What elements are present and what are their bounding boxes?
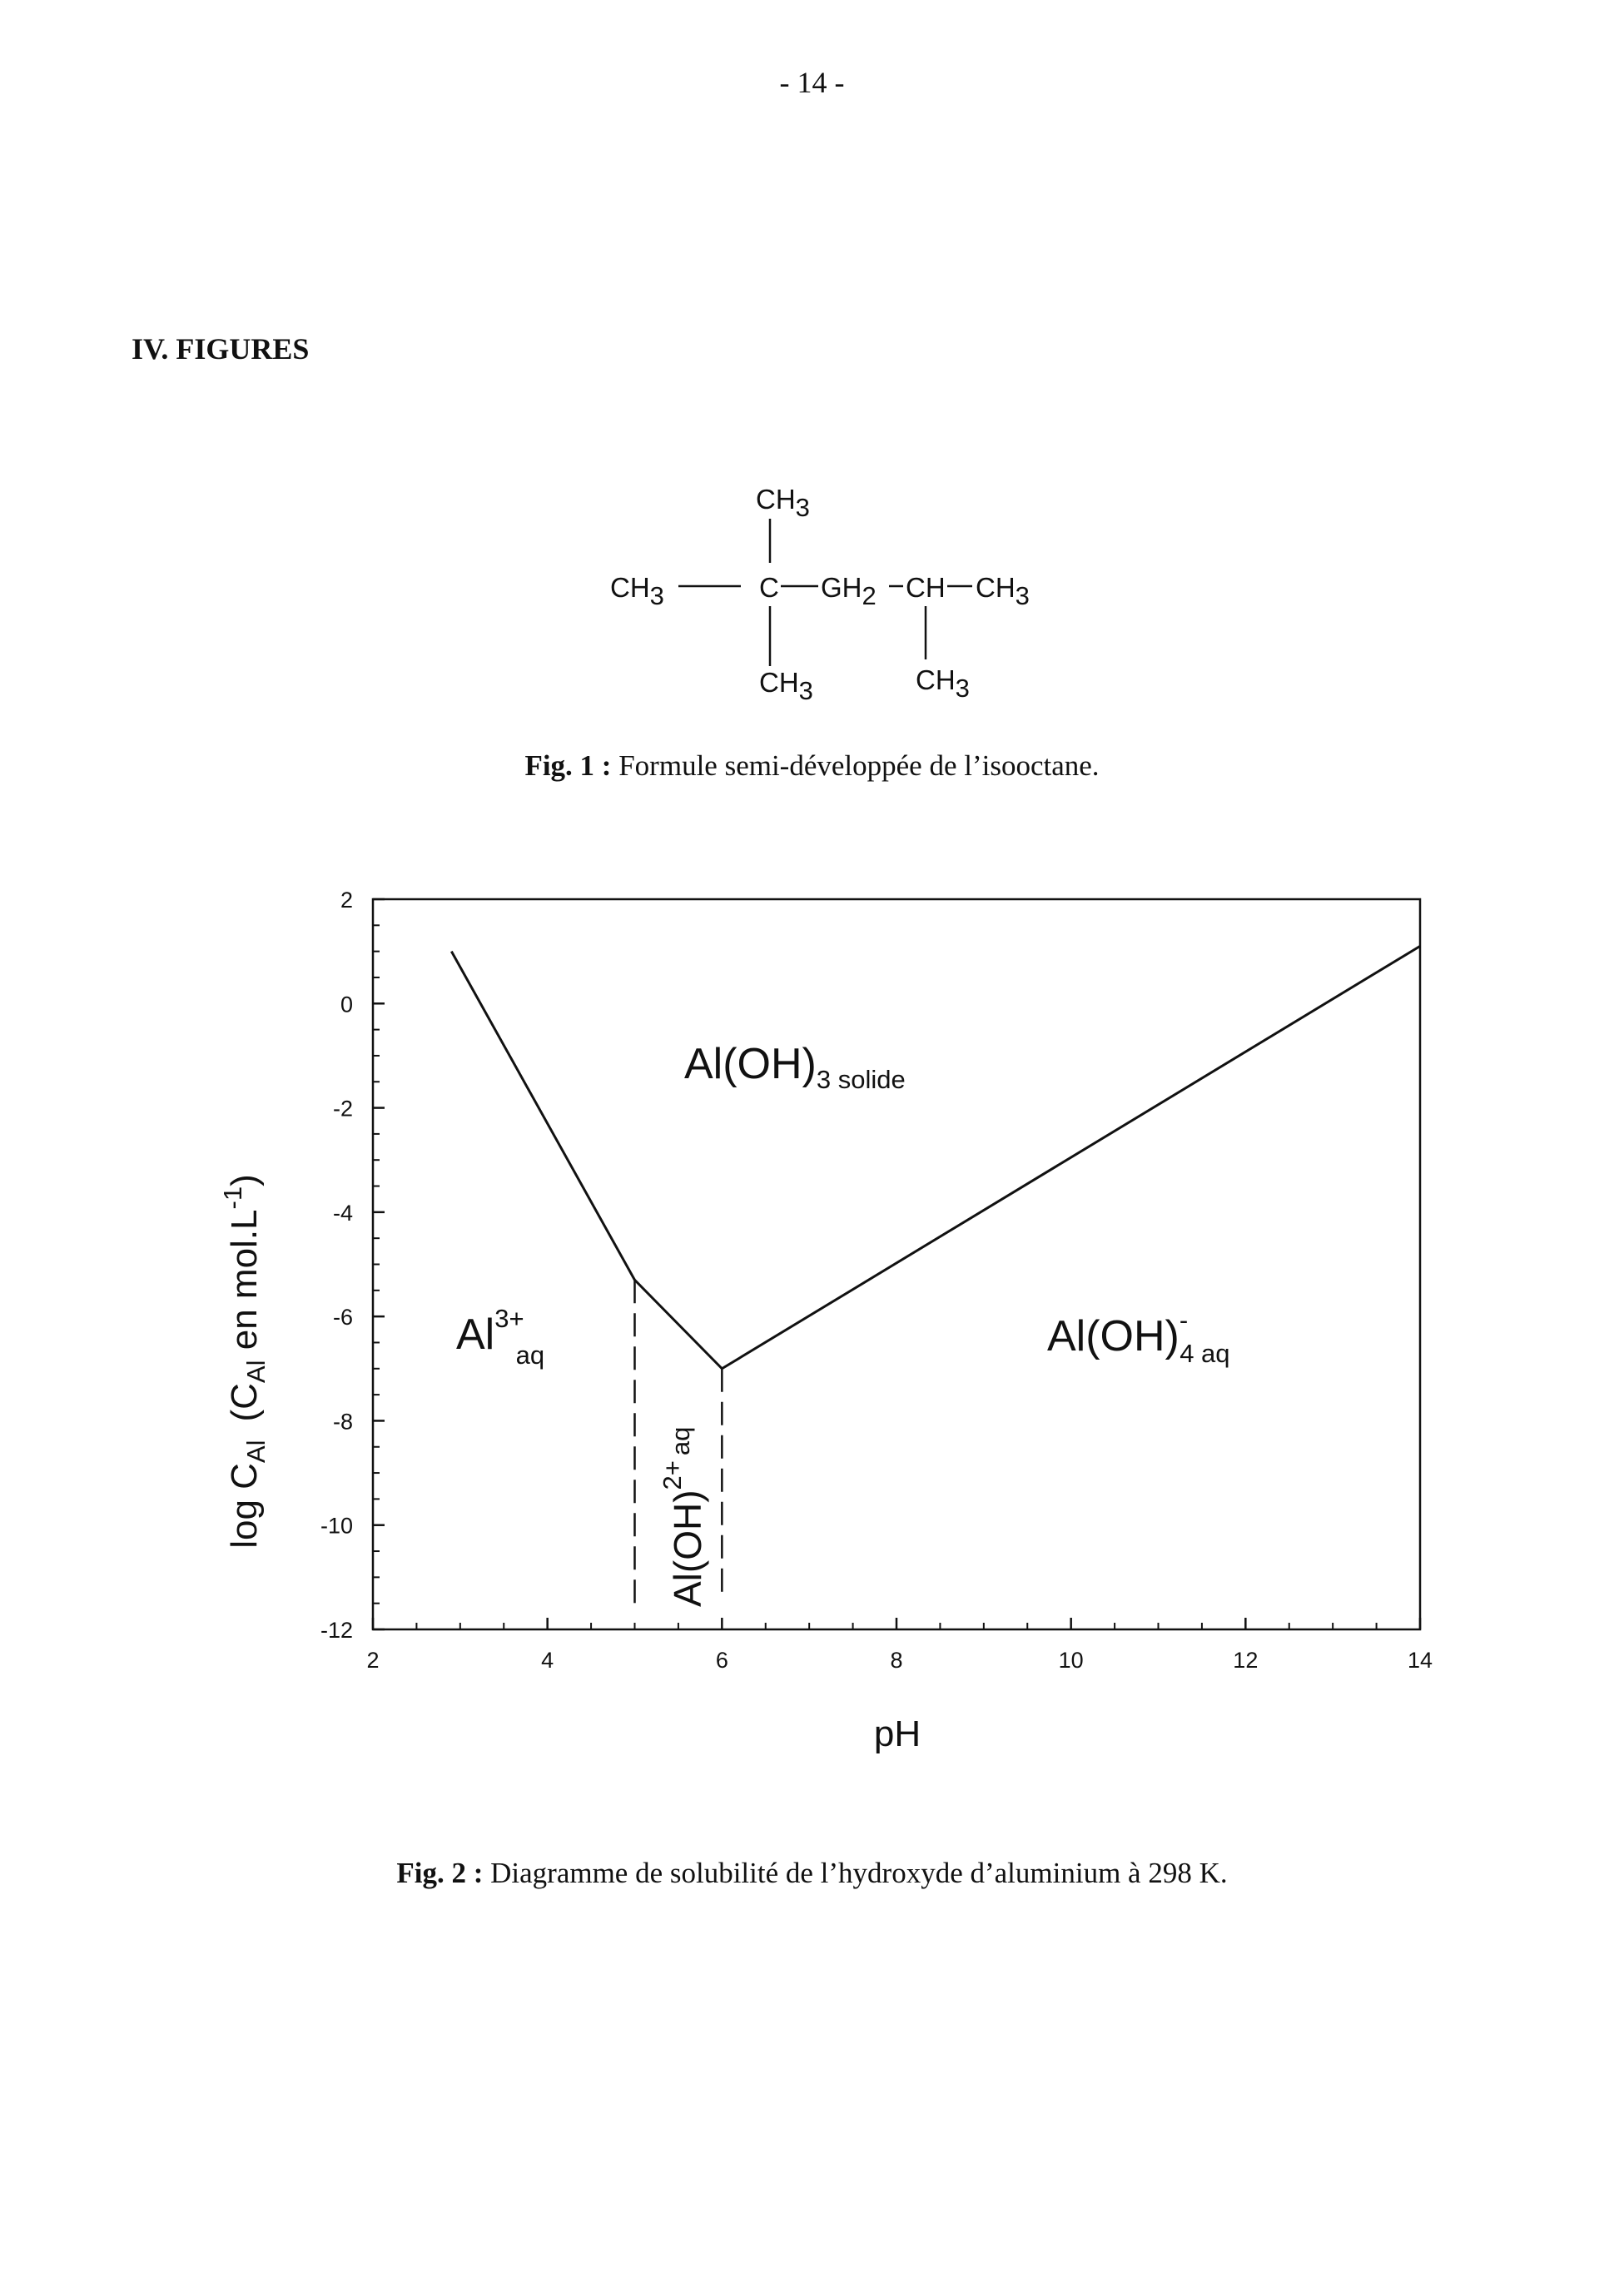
y-axis-label: $\log C_{Al}(C_{Al}$ en $mol.L^{-1}$) [218, 1174, 271, 1549]
figure2-caption [0, 1857, 1624, 1890]
atom-top-ch3: CH3 [756, 484, 810, 522]
y-tick-label: 0 [340, 992, 353, 1017]
atom-gh2: GH2 [821, 572, 877, 610]
figure1-caption-label: Fig. 1 : [524, 749, 612, 782]
atom-bottom-ch3-left: CH3 [759, 667, 813, 705]
x-tick-label: 10 [1058, 1648, 1084, 1673]
x-tick-label: 12 [1233, 1648, 1259, 1673]
figure2-caption-label: Fig. 2 : [396, 1857, 484, 1889]
figure1-caption-text: Formule semi-développée de l’isooctane. [618, 749, 1100, 782]
region-label-aloh3-solid: $Al(OH)_{3 solide}$ [684, 1040, 906, 1094]
x-axis-label: pH [873, 1714, 921, 1754]
figure1-caption [0, 749, 1624, 783]
figure2-caption-text: Diagramme de solubilité de l’hydroxyde d’aluminium à 298 K. [490, 1857, 1228, 1889]
y-tick-label: 2 [340, 888, 353, 913]
atom-right-ch3: CH3 [976, 572, 1030, 610]
x-tick-label: 2 [366, 1648, 380, 1673]
solubility-curve [451, 946, 1420, 1368]
x-tick-label: 6 [715, 1648, 728, 1673]
y-tick-label: -4 [332, 1200, 353, 1226]
section-heading: IV. FIGURES [132, 332, 310, 366]
y-tick-label: -8 [332, 1409, 353, 1435]
x-tick-label: 8 [890, 1648, 903, 1673]
atom-bottom-ch3-right: CH3 [916, 664, 970, 703]
x-tick-label: 14 [1407, 1648, 1433, 1673]
y-tick-label: -10 [320, 1513, 353, 1539]
atom-left-ch3: CH3 [610, 572, 664, 610]
atom-center-c: C [759, 572, 779, 603]
y-tick-label: -12 [320, 1618, 353, 1643]
region-label-al3-aq: $Al^{3+}$ aq [456, 1304, 545, 1370]
region-label-aloh4-aq: Al(OH)-4 aq [1047, 1306, 1230, 1368]
page-number: - 14 - [779, 66, 845, 99]
atom-ch: CH [906, 572, 946, 603]
isooctane-formula [0, 0, 1624, 733]
y-tick-label: -2 [332, 1096, 353, 1122]
x-tick-label: 4 [541, 1648, 554, 1673]
solubility-chart [0, 866, 1624, 1798]
region-label-aloh2-aq: Al(OH)$^{2+}_{aq}$ [658, 1426, 709, 1607]
y-tick-label: -6 [332, 1305, 353, 1331]
